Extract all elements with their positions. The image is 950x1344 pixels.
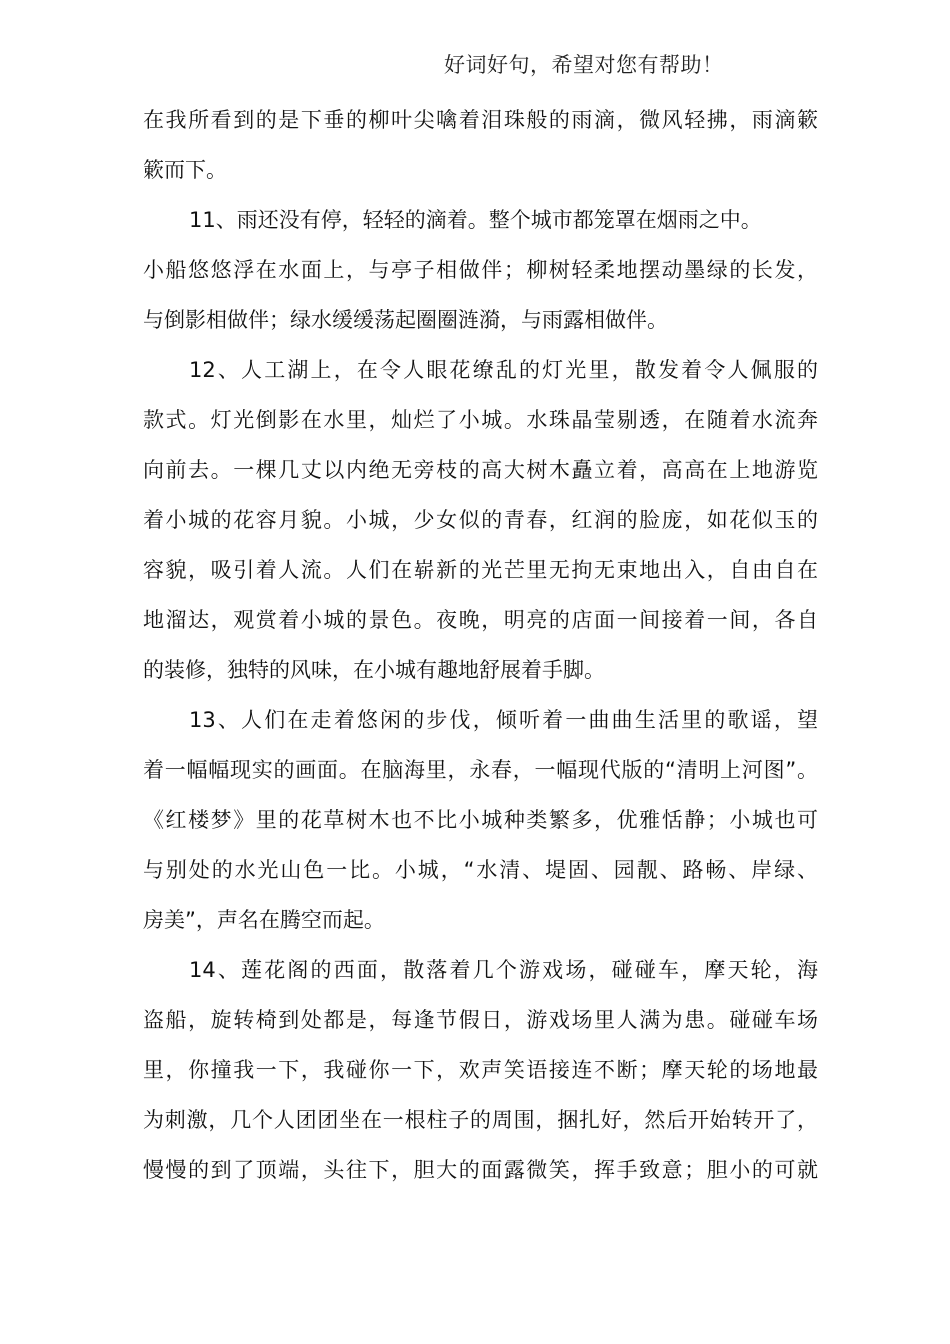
document-body <box>143 95 818 1195</box>
text-line: 为刺激，几个人团团坐在一根柱子的周围，捆扎好，然后开始转开了， <box>143 1108 818 1132</box>
text-line: 着一幅幅现实的画面。在脑海里，永春，一幅现代版的“清明上河图”。 <box>143 758 818 782</box>
text-line: 《红楼梦》里的花草树木也不比小城种类繁多，优雅恬静；小城也可 <box>143 808 818 832</box>
text-line: 小船悠悠浮在水面上，与亭子相做伴；柳树轻柔地摆动墨绿的长发， <box>143 258 818 282</box>
page-header: 好词好句，希望对您有帮助！ <box>444 53 724 77</box>
text-line: 与倒影相做伴；绿水缓缓荡起圈圈涟漪，与雨露相做伴。 <box>143 308 668 332</box>
text-line: 着小城的花容月貌。小城，少女似的青春，红润的脸庞，如花似玉的 <box>143 508 818 532</box>
text-line: 房美”，声名在腾空而起。 <box>143 908 385 932</box>
text-line: 的装修，独特的风味，在小城有趣地舒展着手脚。 <box>143 658 605 682</box>
paragraph-first-line: 11、雨还没有停，轻轻的滴着。整个城市都笼罩在烟雨之中。 <box>189 208 762 232</box>
paragraph-first-line: 13、人们在走着悠闲的步伐，倾听着一曲曲生活里的歌谣，望 <box>189 708 818 732</box>
text-line: 向前去。一棵几丈以内绝无旁枝的高大树木矗立着，高高在上地游览 <box>143 458 818 482</box>
text-line: 在我所看到的是下垂的柳叶尖噙着泪珠般的雨滴，微风轻拂，雨滴簌 <box>143 108 818 132</box>
text-line: 簌而下。 <box>143 158 227 182</box>
paragraph-first-line: 14、莲花阁的西面，散落着几个游戏场，碰碰车，摩天轮，海 <box>189 958 818 982</box>
text-line: 盗船，旋转椅到处都是，每逢节假日，游戏场里人满为患。碰碰车场 <box>143 1008 818 1032</box>
text-line: 款式。灯光倒影在水里，灿烂了小城。水珠晶莹剔透，在随着水流奔 <box>143 408 818 432</box>
text-line: 与别处的水光山色一比。小城，“水清、堤固、园靓、路畅、岸绿、 <box>143 858 818 882</box>
paragraph-first-line: 12、人工湖上，在令人眼花缭乱的灯光里，散发着令人佩服的 <box>189 358 818 382</box>
text-line: 慢慢的到了顶端，头往下，胆大的面露微笑，挥手致意；胆小的可就 <box>143 1158 818 1182</box>
text-line: 容貌，吸引着人流。人们在崭新的光芒里无拘无束地出入，自由自在 <box>143 558 818 582</box>
text-line: 里，你撞我一下，我碰你一下，欢声笑语接连不断；摩天轮的场地最 <box>143 1058 818 1082</box>
text-line: 地溜达，观赏着小城的景色。夜晚，明亮的店面一间接着一间，各自 <box>143 608 818 632</box>
